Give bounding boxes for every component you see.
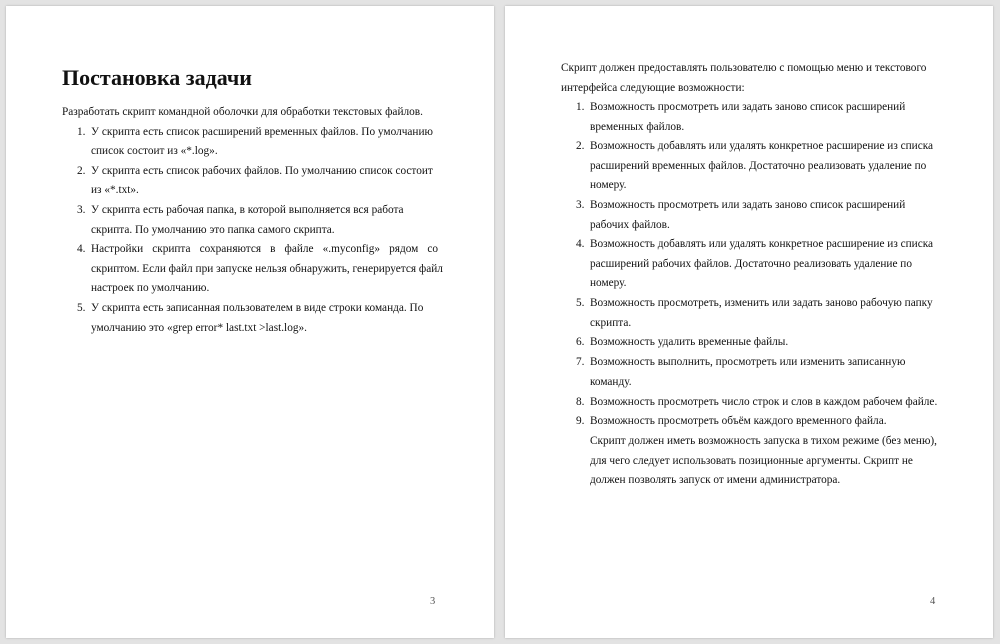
list-item-line: рабочих файлов. (590, 218, 670, 231)
list-number: 3. (77, 204, 86, 217)
page-title: Постановка задачи (62, 65, 252, 90)
list-item-line: из «*.txt». (91, 184, 139, 197)
list-item-line: Настройки скрипта сохраняются в файле «.myconfig» рядом со (91, 243, 438, 256)
list-item (561, 333, 937, 353)
page-4 (505, 6, 993, 638)
list-number: 9. (576, 415, 585, 428)
closing-line: Скрипт должен иметь возможность запуска в тихом режиме (без меню), (590, 435, 937, 448)
list-item-line: временных файлов. (590, 120, 685, 133)
list-item-line: Возможность просмотреть или задать заново список расширений (590, 199, 906, 212)
page-4-content (561, 59, 937, 491)
list-number: 4. (77, 243, 86, 256)
list-number: 7. (576, 356, 585, 369)
list-item (561, 196, 937, 235)
list-number: 2. (576, 140, 585, 153)
list-item (62, 299, 438, 338)
list-item-line: умолчанию это «grep error* last.txt >last.log». (91, 321, 307, 334)
list-number: 1. (77, 125, 86, 138)
page-number: 3 (430, 596, 436, 607)
list-number: 2. (77, 164, 86, 177)
list-item-line: Возможность просмотреть, изменить или задать заново рабочую папку (590, 297, 933, 310)
list-item (561, 235, 937, 294)
list-item (62, 240, 443, 299)
list-number: 4. (576, 238, 585, 251)
features-list (561, 98, 937, 432)
list-item (561, 137, 937, 196)
list-item-line: У скрипта есть список рабочих файлов. По умолчанию список состоит (91, 164, 433, 177)
list-item-line: Возможность добавлять или удалять конкретное расширение из списка (590, 238, 934, 251)
list-number: 8. (576, 395, 585, 408)
list-item-line: скриптом. Если файл при запуске нельзя обнаружить, генерируется файл (91, 262, 443, 275)
list-item-line: Возможность удалить временные файлы. (590, 336, 789, 349)
list-item (62, 162, 438, 201)
list-number: 3. (576, 199, 585, 212)
page-number: 4 (930, 596, 936, 607)
list-item-line: команду. (590, 375, 632, 388)
closing-paragraph (561, 432, 937, 491)
list-item-line: расширений рабочих файлов. Достаточно реализовать удаление по (590, 257, 912, 270)
list-item-line: расширений временных файлов. Достаточно реализовать удаление по (590, 159, 927, 172)
list-number: 5. (576, 297, 585, 310)
list-item-line: У скрипта есть записанная пользователем в виде строки команда. По (91, 302, 424, 315)
closing-line: должен позволять запуск от имени администратора. (590, 474, 841, 487)
list-item-line: список состоит из «*.log». (91, 145, 218, 157)
list-item (62, 123, 438, 162)
list-item-line: скрипта. По умолчанию это папка самого скрипта. (91, 223, 335, 236)
requirements-list (62, 123, 443, 339)
list-item-line: Возможность выполнить, просмотреть или изменить записанную (590, 356, 906, 369)
list-number: 6. (576, 336, 585, 349)
list-item-line: скрипта. (590, 316, 632, 329)
list-item-line: настроек по умолчанию. (91, 282, 210, 295)
closing-line: для чего следует использовать позиционные аргументы. Скрипт не (590, 454, 913, 467)
list-item-line: Возможность просмотреть объём каждого временного файла. (590, 415, 887, 428)
list-item-line: Возможность добавлять или удалять конкретное расширение из списка (590, 140, 934, 153)
list-item-line: номеру. (590, 179, 627, 192)
list-item-line: Возможность просмотреть число строк и слов в каждом рабочем файле. (590, 395, 938, 408)
list-item (561, 294, 937, 333)
list-item-line: У скрипта есть рабочая папка, в которой выполняется вся работа (91, 204, 404, 217)
intro-paragraph: Разработать скрипт командной оболочки для обработки текстовых файлов. (62, 106, 423, 118)
intro-line: Скрипт должен предоставлять пользователю с помощью меню и текстового (561, 62, 927, 74)
list-item-line: У скрипта есть список расширений временных файлов. По умолчанию (91, 125, 433, 138)
intro-line: интерфейса следующие возможности: (561, 81, 745, 94)
list-number: 1. (576, 101, 585, 113)
list-item (561, 393, 937, 413)
page-3-content (62, 64, 443, 338)
list-item-line: Возможность просмотреть или задать заново список расширений (590, 101, 906, 113)
list-item (561, 412, 937, 432)
list-number: 5. (77, 302, 86, 315)
list-item-line: номеру. (590, 277, 627, 290)
list-item (561, 98, 937, 137)
page-3 (6, 6, 494, 638)
list-item (62, 201, 438, 240)
list-item (561, 353, 937, 392)
